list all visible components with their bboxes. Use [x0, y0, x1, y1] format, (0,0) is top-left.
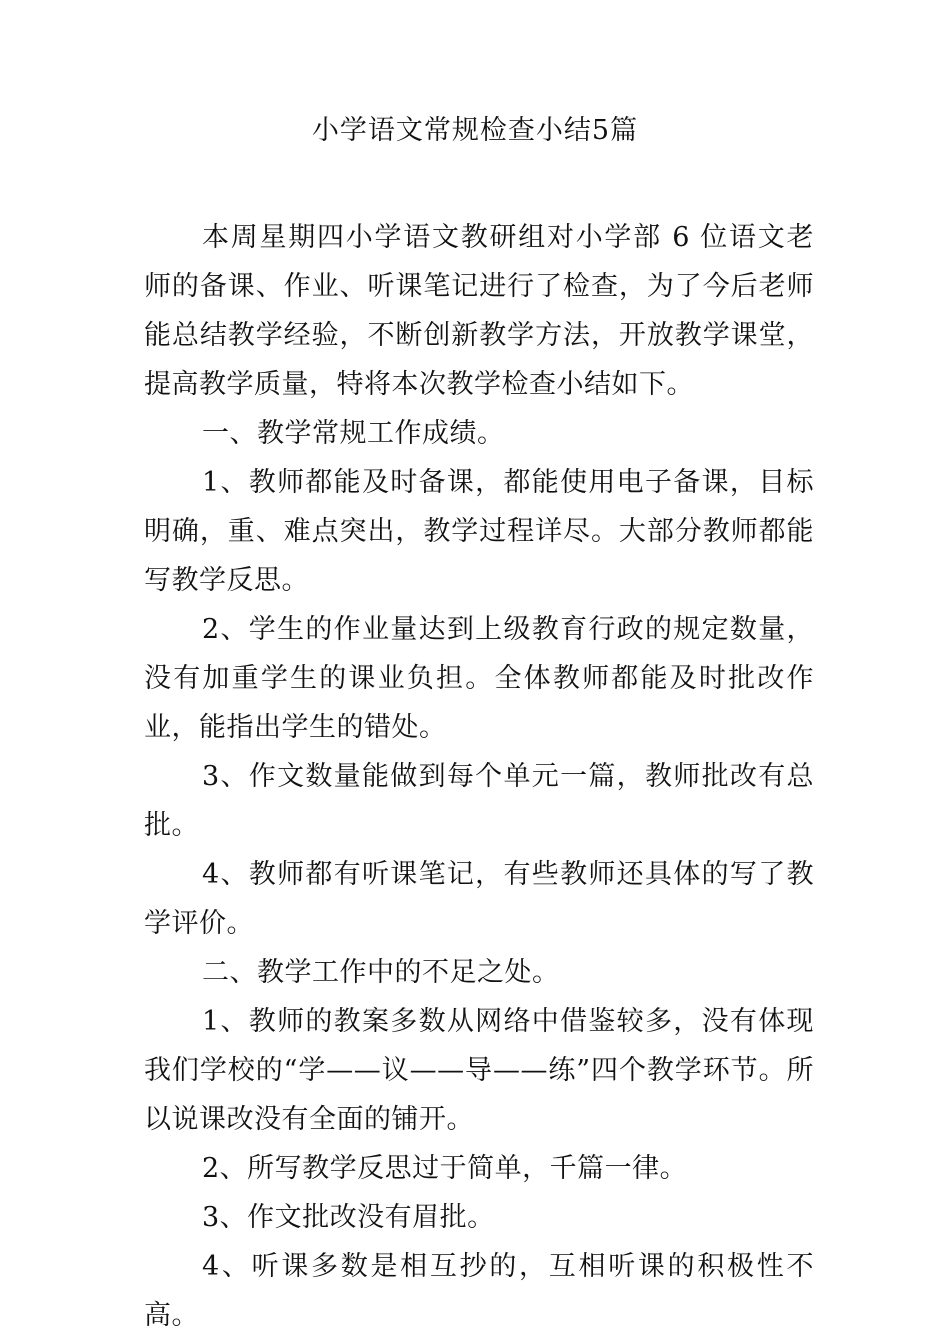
section-heading-shortcomings: 二、教学工作中的不足之处。: [202, 957, 560, 988]
section-heading-achievements: 一、教学常规工作成绩。: [202, 418, 505, 449]
document-title: 小学语文常规检查小结5篇: [311, 115, 639, 146]
list-item: 3、作文数量能做到每个单元一篇，教师批改有总批。: [144, 761, 814, 841]
list-item: 1、教师都能及时备课，都能使用电子备课，目标明确，重、难点突出，教学过程详尽。大部分教师都能写教学反思。: [144, 467, 814, 596]
list-item: 2、所写教学反思过于简单，千篇一律。: [202, 1153, 688, 1184]
list-item: 2、学生的作业量达到上级教育行政的规定数量，没有加重学生的课业负担。全体教师都能及时批改作业，能指出学生的错处。: [144, 614, 814, 743]
list-item: 4、听课多数是相互抄的，互相听课的积极性不高。: [144, 1251, 814, 1331]
list-item: 1、教师的教案多数从网络中借鉴较多，没有体现我们学校的“学——议——导——练”四个教学环节。所以说课改没有全面的铺开。: [144, 1006, 814, 1135]
list-item: 3、作文批改没有眉批。: [202, 1202, 495, 1233]
document-body: [144, 213, 814, 1340]
paragraph-intro: 本周星期四小学语文教研组对小学部 6 位语文老师的备课、作业、听课笔记进行了检查，为了今后老师能总结教学经验，不断创新教学方法，开放教学课堂，提高教学质量，特将本次教学检查小结如下。: [144, 222, 814, 400]
list-item: 4、教师都有听课笔记，有些教师还具体的写了教学评价。: [144, 859, 814, 939]
